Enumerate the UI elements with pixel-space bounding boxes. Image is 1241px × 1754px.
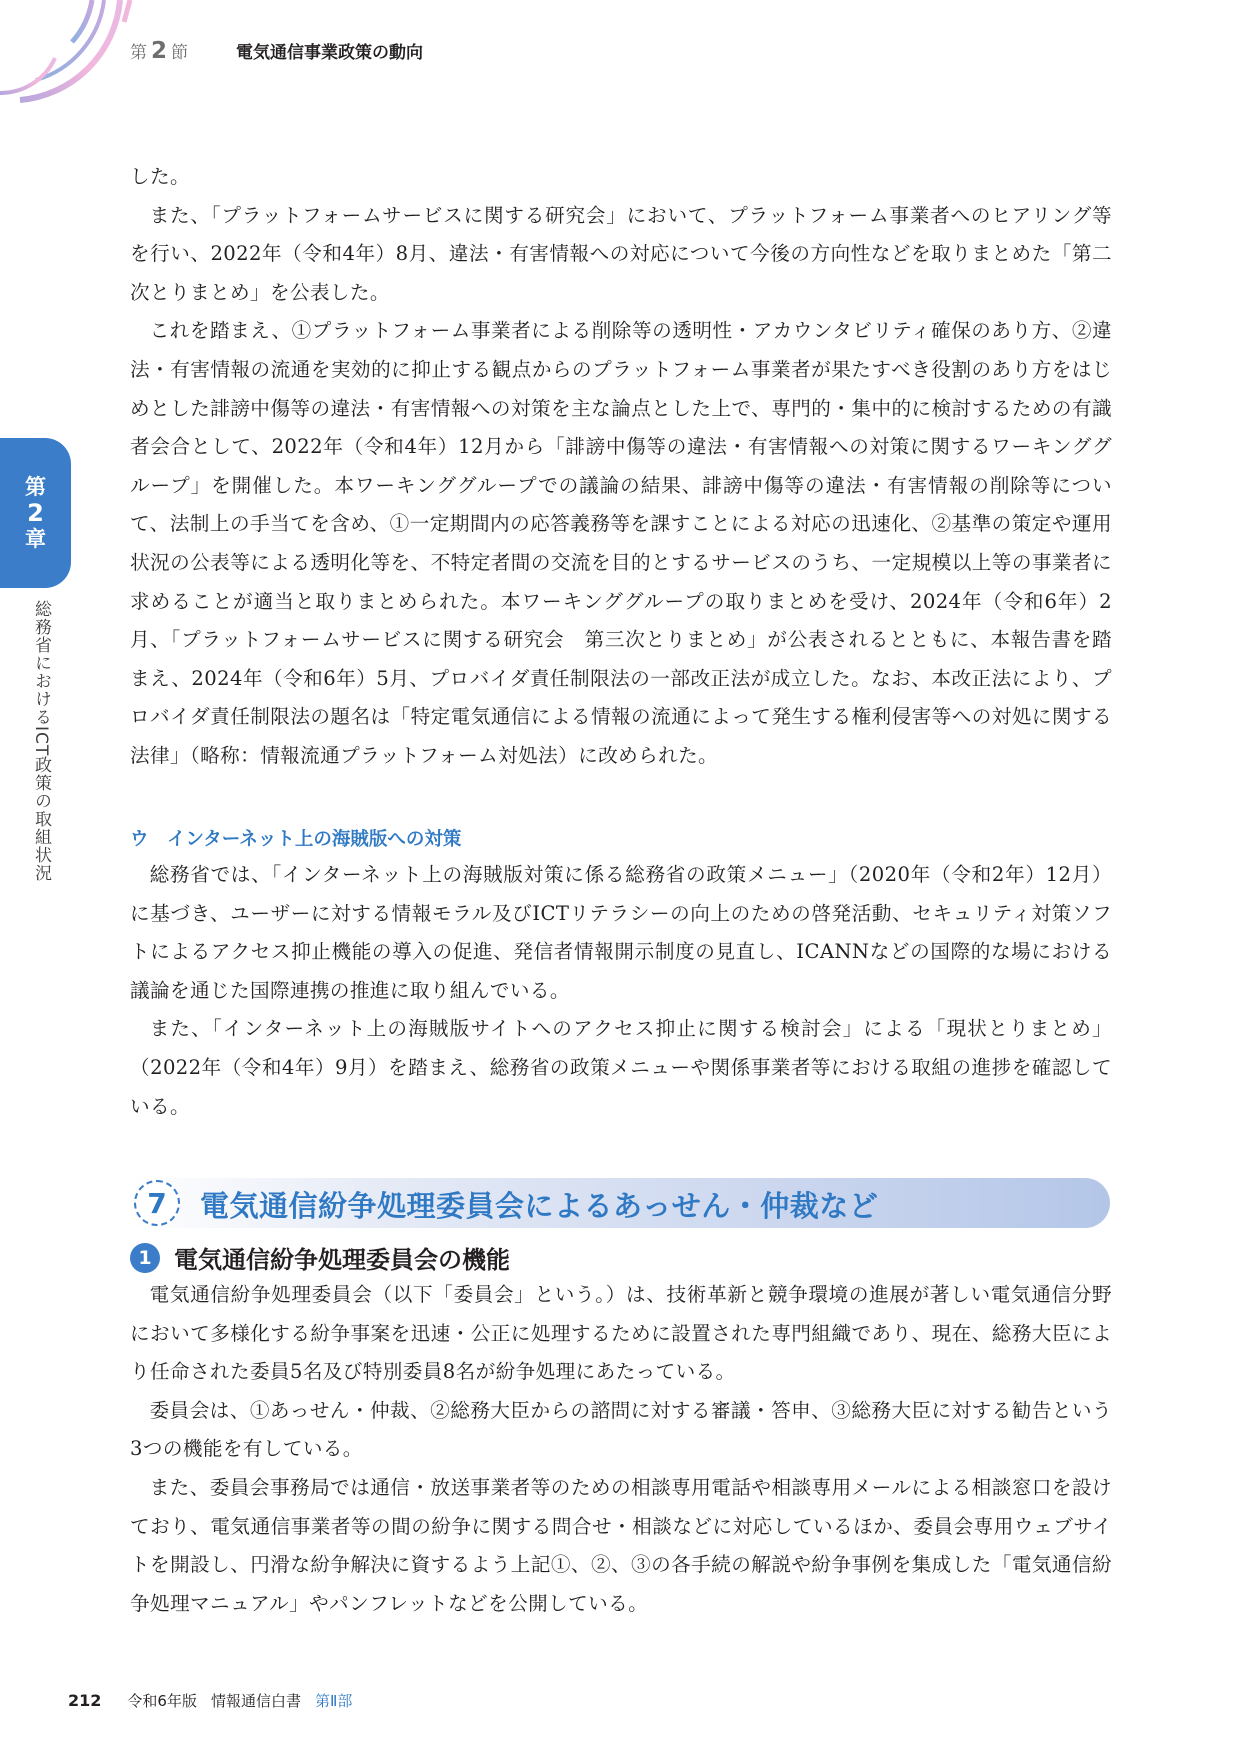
- section-title: 電気通信事業政策の動向: [236, 43, 424, 63]
- part-label: 第Ⅱ部: [314, 1692, 353, 1710]
- section-number: 2: [151, 38, 168, 64]
- book-title: 情報通信白書: [210, 1692, 301, 1710]
- subsection-1-heading: [130, 1240, 510, 1275]
- subsection-number-badge: 1: [130, 1243, 160, 1273]
- section-banner-title: 電気通信紛争処理委員会によるあっせん・仲裁など: [200, 1189, 879, 1223]
- running-header: [130, 38, 423, 64]
- page-number: 212: [68, 1691, 102, 1710]
- body-text-top: [130, 158, 1112, 776]
- section-prefix: 第: [130, 43, 147, 63]
- edition-label: 令和6年版: [127, 1692, 197, 1710]
- paragraph: また、委員会事務局では通信・放送事業者等のための相談専用電話や相談専用メールによる相談窓口を設けており、電気通信事業者等の間の紛争に関する問合せ・相談などに対応しているほか、委員会専用ウェブサイトを開設し、円滑な紛争解決に資するよう上記①、②、③の各手続の解説や紛争事例を集成した「電気通信紛争処理マニュアル」やパンフレットなどを公開している。: [130, 1475, 1112, 1615]
- decorative-arc-graphic: [0, 0, 140, 110]
- section-banner: [130, 1178, 1110, 1228]
- chapter-tab: [0, 438, 71, 588]
- paragraph: また、「プラットフォームサービスに関する研究会」において、プラットフォーム事業者へのヒアリング等を行い、2022年（令和4年）8月、違法・有害情報への対応について今後の方向性などを取りまとめた「第二次とりまとめ」を公表した。: [130, 203, 1112, 304]
- subsection-u: [130, 825, 1112, 851]
- subsection-heading: ウ インターネット上の海賊版への対策: [130, 829, 462, 850]
- section-suffix: 節: [171, 43, 189, 63]
- chapter-tab-line: 第: [25, 475, 46, 499]
- paragraph: 総務省では、「インターネット上の海賊版対策に係る総務省の政策メニュー」（2020年（令和2年）12月）に基づき、ユーザーに対する情報モラル及びICTリテラシーの向上のための啓発活動、セキュリティ対策ソフトによるアクセス抑止機能の導入の促進、発信者情報開示制度の見直し、ICANNなどの国際的な場における議論を通じた国際連携の推進に取り組んでいる。: [130, 863, 1112, 1002]
- chapter-tab-line: 章: [25, 527, 46, 551]
- paragraph: これを踏まえ、①プラットフォーム事業者による削除等の透明性・アカウンタビリティ確保のあり方、②違法・有害情報の流通を実効的に抑止する観点からのプラットフォーム事業者が果たすべき役割のあり方をはじめとした誹謗中傷等の違法・有害情報への対策を主な論点とした上で、専門的・集中的に検討するための有識者会合として、2022年（令和4年）12月から「誹謗中傷等の違法・有害情報への対策に関するワーキンググループ」を開催した。本ワーキンググループでの議論の結果、誹謗中傷等の違法・有害情報の削除等について、法制上の手当てを含め、①一定期間内の応答義務等を課すことによる対応の迅速化、②基準の策定や運用状況の公表等による透明化等を、不特定者間の交流を目的とするサービスのうち、一定規模以上等の事業者に求めることが適当と取りまとめられた。本ワーキンググループの取りまとめを受け、2024年（令和6年）2月、「プラットフォームサービスに関する研究会 第三次とりまとめ」が公表されるとともに、本報告書を踏まえ、2024年（令和6年）5月、プロバイダ責任制限法の一部改正法が成立した。なお、本改正法により、プロバイダ責任制限法の題名は「特定電気通信による情報の流通によって発生する権利侵害等への対処に関する法律」（略称：情報流通プラットフォーム対処法）に改められた。: [130, 319, 1112, 767]
- paragraph: 委員会は、①あっせん・仲裁、②総務大臣からの諮問に対する審議・答申、③総務大臣に対する勧告という3つの機能を有している。: [130, 1398, 1112, 1461]
- paragraph: した。: [130, 165, 190, 188]
- page-footer: [68, 1690, 352, 1711]
- chapter-vertical-title: 総務省におけるICT政策の取組状況: [31, 600, 51, 883]
- subsection-u-body: [130, 856, 1112, 1126]
- chapter-tab-number: 2: [27, 499, 44, 527]
- paragraph: また、「インターネット上の海賊版サイトへのアクセス抑止に関する検討会」による「現状とりまとめ」（2022年（令和4年）9月）を踏まえ、総務省の政策メニューや関係事業者等における取組の進捗を確認している。: [130, 1017, 1112, 1118]
- paragraph: 電気通信紛争処理委員会（以下「委員会」という。）は、技術革新と競争環境の進展が著しい電気通信分野において多様化する紛争事案を迅速・公正に処理するために設置された専門組織であり、現在、総務大臣により任命された委員5名及び特別委員8名が紛争処理にあたっている。: [130, 1283, 1112, 1384]
- section-label: [130, 38, 188, 64]
- subsection-title: 電気通信紛争処理委員会の機能: [174, 1246, 510, 1274]
- section-number-badge: 7: [134, 1180, 180, 1226]
- subsection-1-body: [130, 1276, 1112, 1623]
